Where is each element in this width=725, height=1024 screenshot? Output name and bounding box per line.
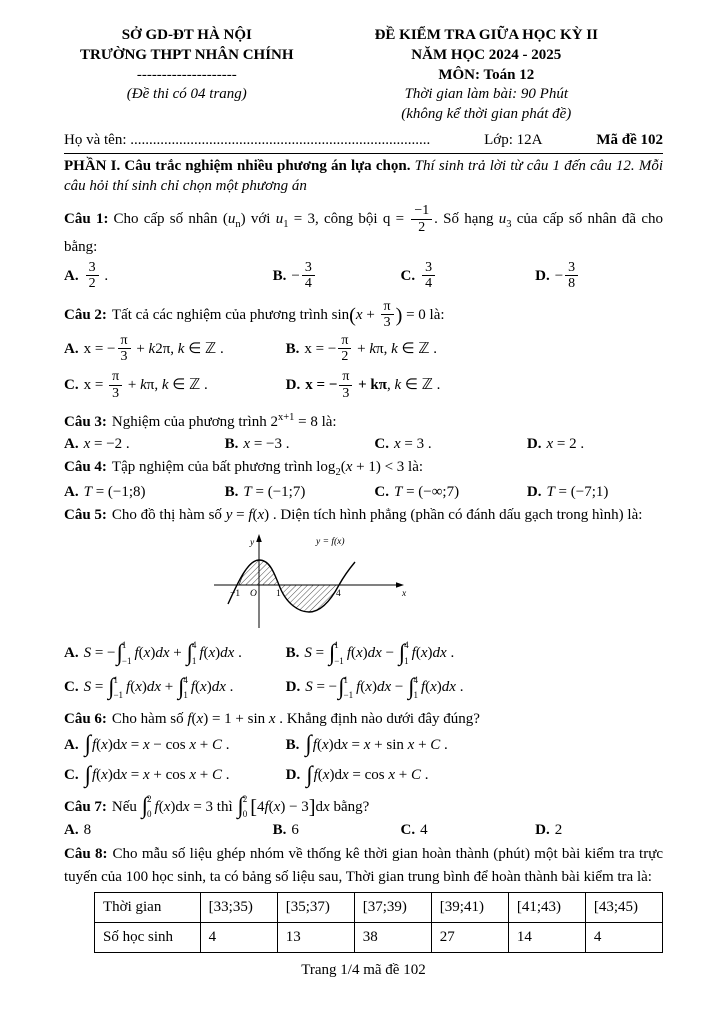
option-text: S = − ∫ 1 −1 f(x)dx + ∫ 4 1 f(x)dx . (83, 639, 242, 666)
question-3 (64, 410, 663, 454)
question-5-options (64, 641, 663, 700)
option-text: x = 3 . (393, 436, 432, 453)
question-1-options (64, 261, 663, 292)
question-4 (64, 456, 663, 501)
option-label: D. (535, 268, 550, 285)
option-text: − $\frac{3}{8}$ (555, 268, 580, 284)
duration-note: (không kể thời gian phát đề) (401, 106, 572, 123)
x-axis-arrow (396, 583, 404, 589)
question-3-label: Câu 3: (64, 413, 107, 430)
question-1-option-c (401, 261, 536, 292)
option-text: ∫ f(x)dx = x + cos x + C . (84, 761, 230, 788)
page-count-note: (Đề thi có 04 trang) (126, 86, 247, 103)
option-text: x = $\frac{\pi}{3}$ + kπ, k ∈ ℤ . (83, 369, 208, 401)
question-3-option-b (225, 436, 375, 453)
question-4-option-d (527, 484, 663, 501)
option-label: C. (400, 268, 416, 285)
question-2-text: Tất cả các nghiệm của phương trình sin(x + $\frac{\pi}{3}$ ) = 0 là: (111, 299, 445, 331)
table-header-cell: Thời gian (95, 893, 201, 923)
option-label: C. (64, 377, 79, 394)
question-2-label: Câu 2: (64, 307, 107, 324)
question-6 (64, 708, 663, 787)
option-label: B. (285, 644, 300, 661)
option-label: A. (64, 483, 79, 500)
question-3-option-a (64, 436, 225, 453)
question-6-option-c (64, 761, 286, 788)
question-4-options (64, 484, 663, 501)
option-label: D. (285, 377, 301, 394)
option-label: A. (64, 341, 79, 358)
student-info-row (64, 132, 663, 151)
question-1-option-a (64, 261, 273, 292)
option-text: $\frac{3}{2}$ . (84, 268, 108, 284)
question-2-option-a (64, 334, 286, 365)
question-4-label: Câu 4: (64, 459, 107, 476)
table-cell: 4 (585, 923, 662, 953)
option-label: D. (526, 436, 542, 453)
question-5-option-c (64, 676, 286, 700)
question-8-label: Câu 8: (64, 846, 108, 863)
question-1 (64, 204, 663, 292)
option-label: D. (535, 822, 550, 839)
option-text: x = − $\frac{\pi}{2}$ + kπ, k ∈ ℤ . (304, 333, 437, 365)
question-4-option-b (225, 484, 375, 501)
question-7-option-d (535, 822, 663, 839)
horizontal-divider (64, 153, 663, 154)
question-5-label: Câu 5: (64, 506, 107, 523)
option-label: C. (400, 822, 416, 839)
question-3-text: Nghiệm của phương trình $2^{x+1} = 8$ là: (111, 411, 337, 430)
option-text: x = 2 . (546, 436, 585, 453)
question-4-text: Tập nghiệm của bất phương trình $\log_2(x + 1) < 3$ là: (111, 459, 424, 479)
question-7-option-c (401, 822, 536, 839)
option-text: T = (−1;7) (243, 483, 306, 500)
option-text: 6 (291, 822, 299, 839)
part1-title: PHẦN I. Câu trắc nghiệm nhiều phương án lựa chọn. (64, 157, 411, 174)
question-1-option-b (273, 261, 401, 292)
option-text: S = − ∫ 1 −1 f(x)dx − ∫ 4 1 f(x)dx . (305, 674, 464, 701)
question-8 (64, 843, 663, 953)
option-label: C. (64, 679, 79, 696)
option-label: A. (64, 436, 79, 453)
student-name-line: Họ và tên: ................................................................................ (64, 131, 431, 148)
tick-4: 4 (336, 589, 341, 600)
table-cell: [41;43) (508, 893, 585, 923)
question-5-text: Cho đồ thị hàm số y = f(x) . Diện tích hình phẳng (phần có đánh dấu gạch trong hình) là: (111, 506, 643, 523)
option-label: D. (526, 483, 542, 500)
option-text: ∫ f(x)dx = x + sin x + C . (305, 731, 448, 758)
question-5-stem (64, 504, 663, 527)
class-line: Lớp: 12A (484, 131, 543, 148)
question-7-option-a (64, 822, 273, 839)
option-label: B. (285, 736, 300, 753)
y-axis-arrow (256, 534, 262, 542)
option-label: C. (374, 436, 389, 453)
exam-title: ĐỀ KIỂM TRA GIỮA HỌC KỲ II (374, 27, 598, 43)
question-3-options (64, 436, 663, 453)
y-axis-label: y (250, 538, 255, 549)
department-name: SỞ GD-ĐT HÀ NỘI (121, 27, 252, 43)
page-footer: Trang 1/4 mã đề 102 (301, 962, 426, 979)
question-5-option-d (286, 676, 663, 700)
question-8-text: Cho mẫu số liệu ghép nhóm về thống kê thời gian hoàn thành (phút) một bài kiểm tra trực tuyến của 100 học sinh, ta có bảng số liệu sau, Thời gian trung bình để hoàn thành bài kiểm tra là: (64, 846, 664, 885)
option-text: x = − $\frac{\pi}{3}$ + kπ, k ∈ ℤ . (305, 369, 441, 401)
table-cell: 38 (354, 923, 431, 953)
option-label: D. (285, 766, 301, 783)
curve-label: y = f(x) (316, 537, 345, 548)
option-text: − $\frac{3}{4}$ (291, 268, 316, 284)
question-2-options (64, 334, 663, 401)
question-2-option-d (286, 370, 663, 401)
table-row-counts (95, 923, 663, 953)
exam-code-badge: Mã đề 102 (596, 131, 663, 148)
table-cell: 4 (200, 923, 277, 953)
option-label: B. (272, 268, 287, 285)
part1-heading (64, 156, 663, 197)
dash-divider: -------------------- (136, 66, 237, 83)
question-3-stem (64, 410, 663, 434)
school-name: TRƯỜNG THPT NHÂN CHÍNH (80, 46, 294, 63)
option-text: x = −2 . (83, 436, 130, 453)
option-text: x = −3 . (243, 436, 290, 453)
option-label: B. (224, 436, 239, 453)
question-2-option-b (286, 334, 663, 365)
table-cell: [43;45) (585, 893, 662, 923)
question-1-option-d (535, 261, 663, 292)
option-label: C. (64, 766, 79, 783)
question-7-options (64, 822, 663, 839)
option-label: A. (64, 644, 79, 661)
header (64, 26, 663, 125)
option-label: B. (285, 341, 300, 358)
table-cell: 13 (277, 923, 354, 953)
question-6-options (64, 733, 663, 787)
x-axis-label: x (402, 589, 407, 600)
question-4-option-a (64, 484, 225, 501)
table-header-cell: Số học sinh (95, 923, 201, 953)
table-cell: 14 (508, 923, 585, 953)
question-6-option-a (64, 733, 286, 756)
question-7 (64, 795, 663, 839)
question-3-option-c (374, 436, 526, 453)
subject-name: MÔN: Toán 12 (438, 66, 535, 83)
option-label: A. (64, 736, 79, 753)
option-text: T = (−∞;7) (393, 483, 460, 500)
question-6-stem (64, 708, 663, 731)
question-1-stem (64, 204, 663, 258)
question-8-stem (64, 843, 663, 888)
option-label: A. (64, 268, 79, 285)
option-text: ∫ f(x)dx = x − cos x + C . (84, 731, 230, 758)
question-6-option-d (285, 761, 663, 788)
exam-duration: Thời gian làm bài: 90 Phút (404, 86, 568, 103)
frequency-table (94, 892, 663, 953)
option-text: S = ∫ 1 −1 f(x)dx − ∫ 4 1 f(x)dx . (304, 639, 455, 666)
table-cell: [37;39) (354, 893, 431, 923)
header-left (64, 26, 310, 125)
question-5-option-a (64, 641, 286, 665)
question-1-text: Cho cấp số nhân $(u_n)$ với $u_1 = 3$, công bội q = $\frac{-1}{2}$ . Số hạng $u_3$ của cấp số nhân đã cho bằng: (64, 203, 663, 255)
table-cell: [39;41) (431, 893, 508, 923)
question-7-option-b (273, 822, 401, 839)
option-text: S = ∫ 1 −1 f(x)dx + ∫ 4 1 f(x)dx . (83, 674, 234, 701)
option-label: D. (285, 679, 301, 696)
option-text: ∫ f(x)dx = cos x + C . (306, 761, 429, 788)
tick-minus1: −1 (230, 589, 241, 600)
option-label: C. (374, 483, 389, 500)
tick-1: 1 (276, 589, 281, 600)
header-right (310, 26, 663, 125)
option-label: B. (272, 822, 287, 839)
option-text: T = (−7;1) (546, 483, 609, 500)
question-2-stem (64, 300, 663, 331)
origin-label: O (250, 589, 257, 600)
option-text: 4 (420, 822, 428, 839)
question-7-stem (64, 795, 663, 819)
option-text: $\frac{3}{4}$ (420, 268, 437, 284)
option-text: x = − $\frac{\pi}{3}$ + k2π, k ∈ ℤ . (83, 333, 224, 365)
option-text: 8 (83, 822, 92, 839)
question-6-label: Câu 6: (64, 710, 107, 727)
question-1-label: Câu 1: (64, 211, 109, 228)
question-3-option-d (527, 436, 663, 453)
question-4-option-c (374, 484, 526, 501)
function-graph-figure (204, 530, 663, 637)
table-row-intervals (95, 893, 663, 923)
question-2 (64, 300, 663, 401)
option-text: 2 (554, 822, 563, 839)
option-label: A. (64, 822, 79, 839)
option-label: B. (224, 483, 239, 500)
table-cell: [33;35) (200, 893, 277, 923)
table-cell: [35;37) (277, 893, 354, 923)
question-7-text: Nếu ∫ 2 0 f(x)dx = 3 thì ∫ 2 0 [4f(x) − 3]dx bằng? (111, 793, 370, 820)
option-text: T = (−1;8) (83, 483, 146, 500)
question-5 (64, 504, 663, 700)
school-year: NĂM HỌC 2024 - 2025 (411, 46, 562, 63)
question-5-option-b (286, 641, 663, 665)
question-6-option-b (286, 733, 663, 756)
part1-subtitle: Thí sinh trả lời từ câu 1 đến câu 12. Mỗi câu hỏi thí sinh chỉ chọn một phương án (64, 157, 663, 195)
table-cell: 27 (431, 923, 508, 953)
function-graph (204, 530, 414, 632)
question-4-stem (64, 456, 663, 481)
question-6-text: Cho hàm số f(x) = 1 + sin x . Khẳng định nào dưới đây đúng? (111, 710, 480, 727)
question-2-option-c (64, 370, 286, 401)
question-7-label: Câu 7: (64, 798, 107, 815)
